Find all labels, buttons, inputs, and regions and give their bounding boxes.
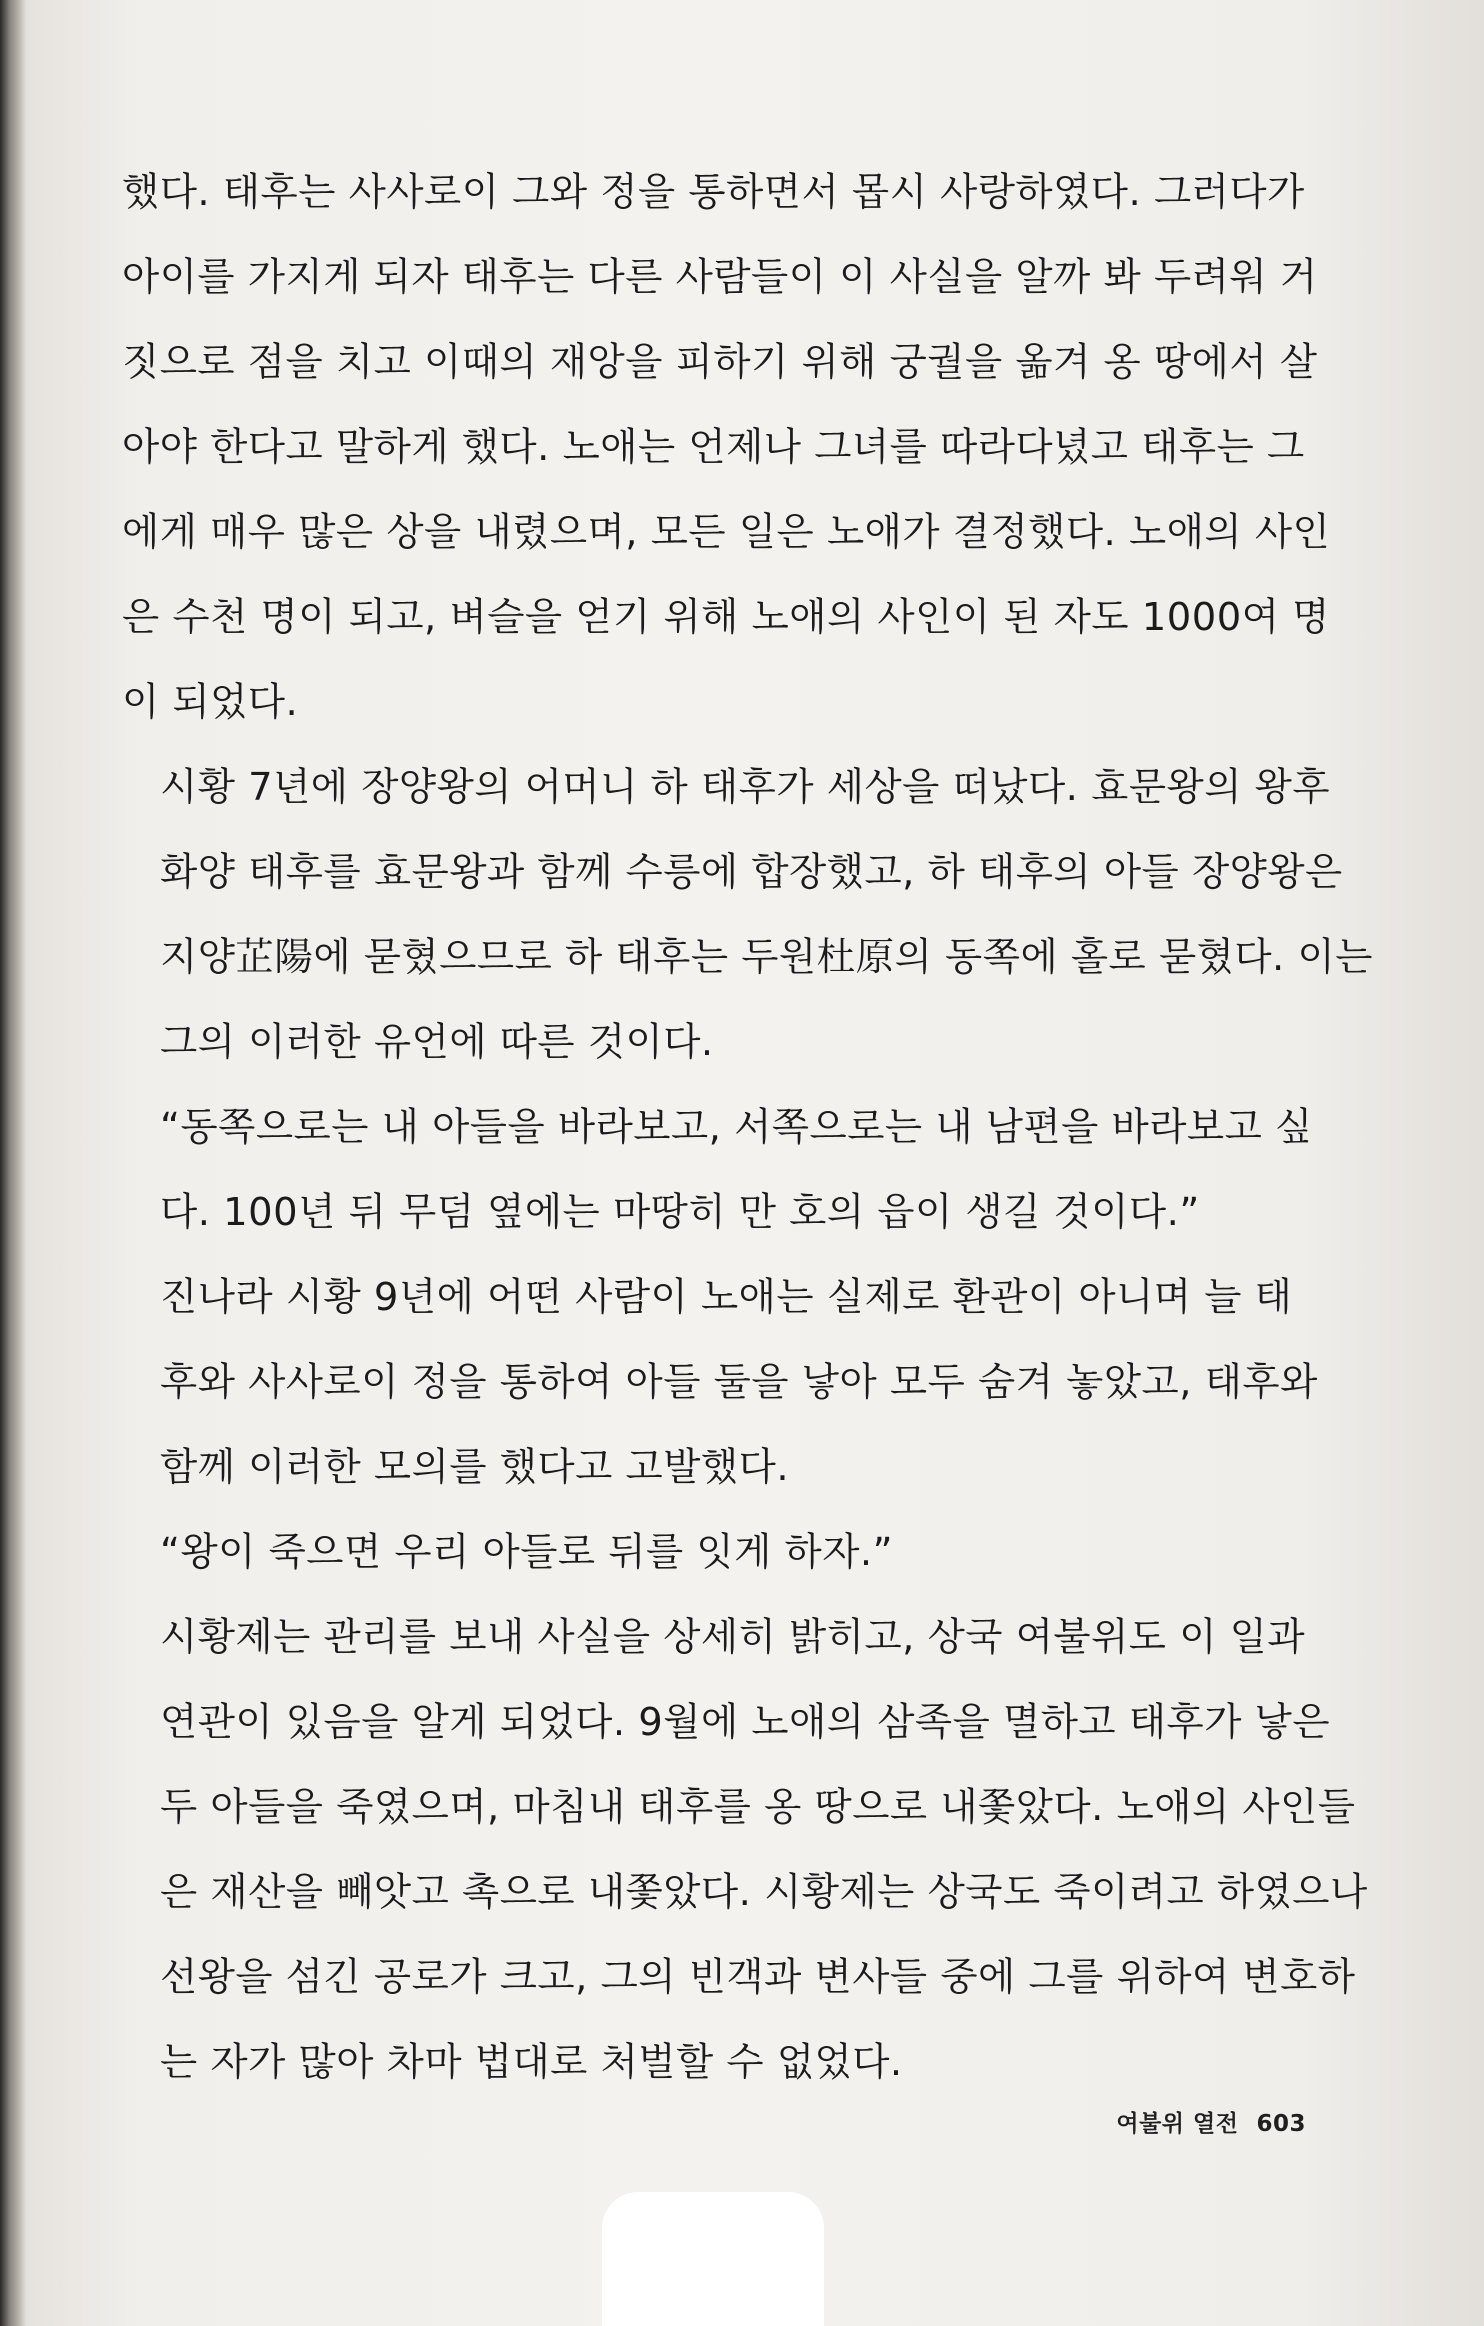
paragraph-1: [122, 150, 1331, 745]
text-line: “동쪽으로는 내 아들을 바라보고, 서쪽으로는 내 남편을 바라보고 싶: [160, 1105, 1313, 1150]
text-line: 함께 이러한 모의를 했다고 고발했다.: [160, 1445, 790, 1490]
paragraph-2: [122, 745, 1373, 1085]
text-line: 는 자가 많아 차마 법대로 처벌할 수 없었다.: [160, 2040, 903, 2085]
text-line: 시황제는 관리를 보내 사실을 상세히 밝히고, 상국 여불위도 이 일과: [160, 1615, 1306, 1660]
text-line: 두 아들을 죽였으며, 마침내 태후를 옹 땅으로 내쫓았다. 노애의 사인들: [160, 1785, 1356, 1830]
text-line: 화양 태후를 효문왕과 함께 수릉에 합장했고, 하 태후의 아들 장양왕은: [160, 850, 1343, 895]
text-line: “왕이 죽으면 우리 아들로 뒤를 잇게 하자.”: [160, 1530, 894, 1575]
page-binding-shadow: [0, 0, 26, 2326]
text-line: 이 되었다.: [122, 680, 299, 725]
text-line: 다. 100년 뒤 무덤 옆에는 마땅히 만 호의 읍이 생길 것이다.”: [160, 1190, 1200, 1235]
text-line: 에게 매우 많은 상을 내렸으며, 모든 일은 노애가 결정했다. 노애의 사인: [122, 510, 1331, 555]
text-line: 짓으로 점을 치고 이때의 재앙을 피하기 위해 궁궐을 옮겨 옹 땅에서 살: [122, 340, 1318, 385]
text-line: 했다. 태후는 사사로이 그와 정을 통하면서 몹시 사랑하였다. 그러다가: [122, 170, 1305, 215]
section-title: 여불위 열전: [1116, 2111, 1239, 2137]
paragraph-5-quote: [122, 1510, 1310, 1595]
text-line: 진나라 시황 9년에 어떤 사람이 노애는 실제로 환관이 아니며 늘 태: [160, 1275, 1293, 1320]
text-line: 그의 이러한 유언에 따른 것이다.: [160, 1020, 714, 1065]
running-footer: [1116, 2105, 1306, 2138]
text-line: 은 수천 명이 되고, 벼슬을 얻기 위해 노애의 사인이 된 자도 1000여 명: [122, 595, 1330, 640]
paragraph-3-quote: [122, 1085, 1313, 1255]
body-text: [122, 150, 1373, 2105]
text-line: 아이를 가지게 되자 태후는 다른 사람들이 이 사실을 알까 봐 두려워 거: [122, 255, 1318, 300]
text-line: 아야 한다고 말하게 했다. 노애는 언제나 그녀를 따라다녔고 태후는 그: [122, 425, 1305, 470]
page-number: 603: [1256, 2111, 1306, 2137]
text-line: 은 재산을 빼앗고 촉으로 내쫓았다. 시황제는 상국도 죽이려고 하였으나: [160, 1870, 1368, 1915]
paragraph-4: [122, 1255, 1318, 1510]
text-line: 시황 7년에 장양왕의 어머니 하 태후가 세상을 떠났다. 효문왕의 왕후: [160, 765, 1331, 810]
paragraph-6: [122, 1595, 1368, 2105]
text-line: 지양芷陽에 묻혔으므로 하 태후는 두원杜原의 동쪽에 홀로 묻혔다. 이는: [160, 935, 1373, 980]
text-line: 선왕을 섬긴 공로가 크고, 그의 빈객과 변사들 중에 그를 위하여 변호하: [160, 1955, 1356, 2000]
text-line: 연관이 있음을 알게 되었다. 9월에 노애의 삼족을 멸하고 태후가 낳은: [160, 1700, 1331, 1745]
text-line: 후와 사사로이 정을 통하여 아들 둘을 낳아 모두 숨겨 놓았고, 태후와: [160, 1360, 1318, 1405]
thumb-obscuring-patch: [602, 2192, 824, 2326]
